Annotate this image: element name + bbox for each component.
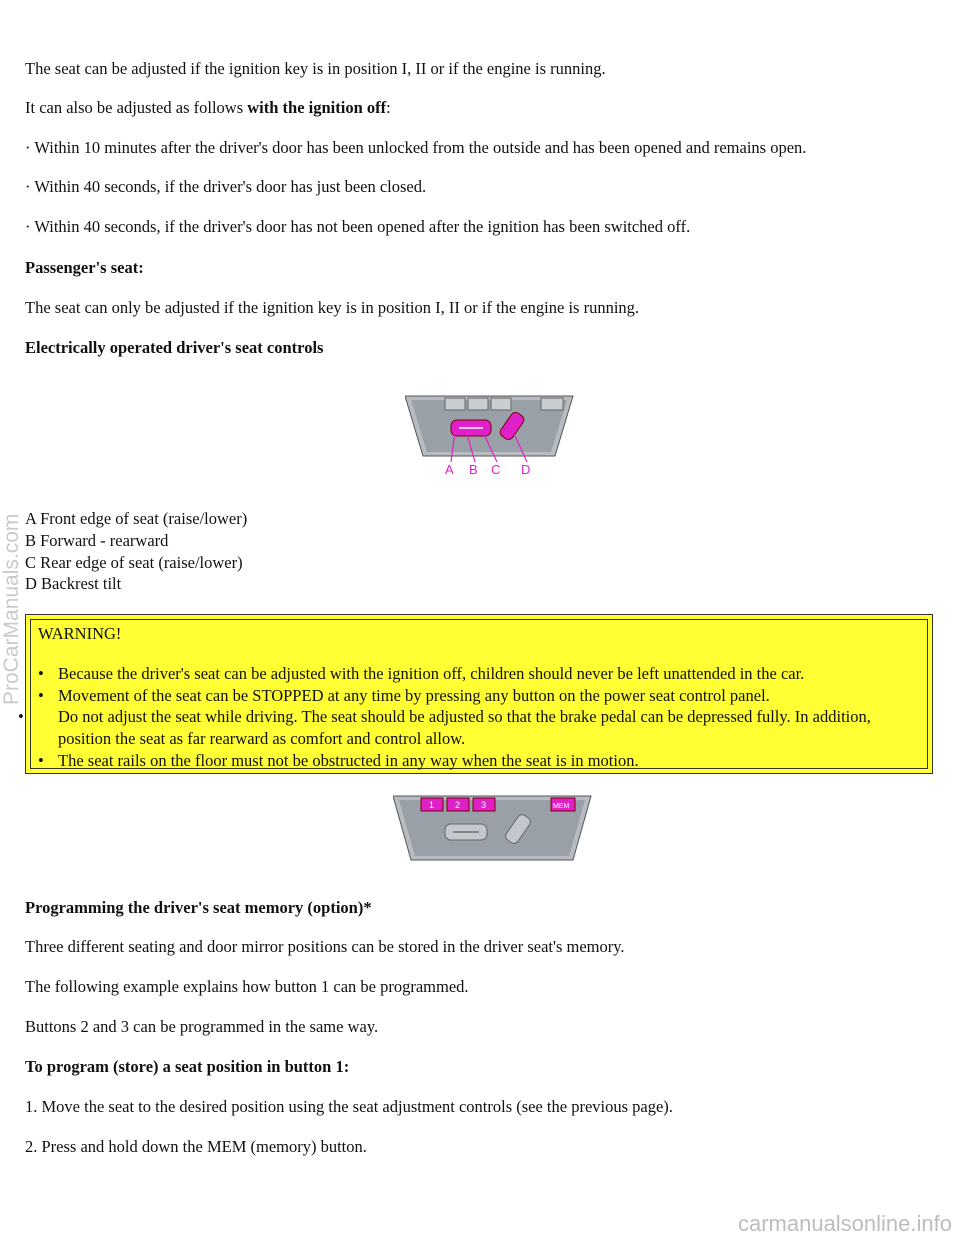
- memory-button-2-label: 2: [455, 800, 461, 810]
- warning-item: • Movement of the seat can be STOPPED at any time by pressing any button on the power seat control panel.: [58, 685, 921, 707]
- figure-label-d: D: [521, 462, 531, 477]
- legend-item: B Forward - rearward: [25, 530, 169, 550]
- intro-paragraph: The seat can be adjusted if the ignition key is in position I, II or if the engine is running.: [25, 59, 606, 78]
- warning-title: WARNING!: [38, 624, 122, 643]
- bullet-item-3: · Within 40 seconds, if the driver's door has not been opened after the ignition has been switched off.: [25, 217, 691, 236]
- memory-panel-image: [393, 794, 593, 864]
- passenger-heading: [25, 257, 144, 279]
- memory-heading-text: Programming the driver's seat memory (option)*: [25, 898, 372, 917]
- memory-paragraph-3: Buttons 2 and 3 can be programmed in the same way.: [25, 1017, 379, 1036]
- step-2: 2. Press and hold down the MEM (memory) button.: [25, 1137, 367, 1156]
- memory-paragraph-1: Three different seating and door mirror positions can be stored in the driver seat's memory.: [25, 937, 625, 956]
- figure-label-a: A: [445, 462, 454, 477]
- controls-heading-text: Electrically operated driver's seat controls: [25, 338, 324, 357]
- bottom-watermark: carmanualsonline.info: [737, 1210, 952, 1236]
- ignition-off-text: It can also be adjusted as follows: [25, 98, 248, 117]
- controls-heading: [25, 337, 323, 359]
- warning-item-text: Do not adjust the seat while driving. The seat should be adjusted so that the brake pedal can be depressed fully. In addition, position the seat as far rearward as comfort and control allow.: [58, 707, 871, 749]
- bullet-item-2: · Within 40 seconds, if the driver's door has just been closed.: [25, 177, 427, 196]
- passenger-paragraph: The seat can only be adjusted if the ignition key is in position I, II or if the engine is running.: [25, 298, 640, 317]
- bullet-item-1: · Within 10 minutes after the driver's door has been unlocked from the outside and has been opened and remains open.: [25, 138, 807, 157]
- warning-item: • Because the driver's seat can be adjusted with the ignition off, children should never be left unattended in the car.: [58, 663, 921, 685]
- memory-heading: [25, 897, 372, 919]
- ignition-off-colon: :: [386, 98, 391, 117]
- legend-item: C Rear edge of seat (raise/lower): [25, 552, 243, 572]
- memory-paragraph-2: The following example explains how button 1 can be programmed.: [25, 977, 469, 996]
- figure-legend: [25, 508, 247, 595]
- store-heading: [25, 1056, 349, 1078]
- mem-button-label: MEM: [553, 803, 570, 810]
- side-watermark: ProCarManuals.com: [0, 513, 23, 705]
- warning-item: [38, 706, 921, 750]
- figure-label-b: B: [469, 462, 478, 477]
- store-heading-text: To program (store) a seat position in button 1:: [25, 1057, 350, 1076]
- step-1: 1. Move the seat to the desired position using the seat adjustment controls (see the previous page).: [25, 1097, 673, 1116]
- seat-controls-image: [405, 392, 575, 478]
- memory-button-3-label: 3: [481, 800, 487, 810]
- memory-button-1-label: 1: [429, 800, 435, 810]
- ignition-off-paragraph: [25, 97, 391, 119]
- legend-item: A Front edge of seat (raise/lower): [25, 509, 248, 528]
- warning-list: [38, 663, 921, 772]
- warning-box: [25, 614, 933, 774]
- warning-item: • The seat rails on the floor must not be obstructed in any way when the seat is in motion.: [58, 750, 921, 772]
- passenger-heading-text: Passenger's seat:: [25, 258, 144, 277]
- legend-item: D Backrest tilt: [25, 574, 122, 594]
- ignition-off-bold: with the ignition off: [247, 98, 387, 117]
- figure-label-c: C: [491, 462, 501, 477]
